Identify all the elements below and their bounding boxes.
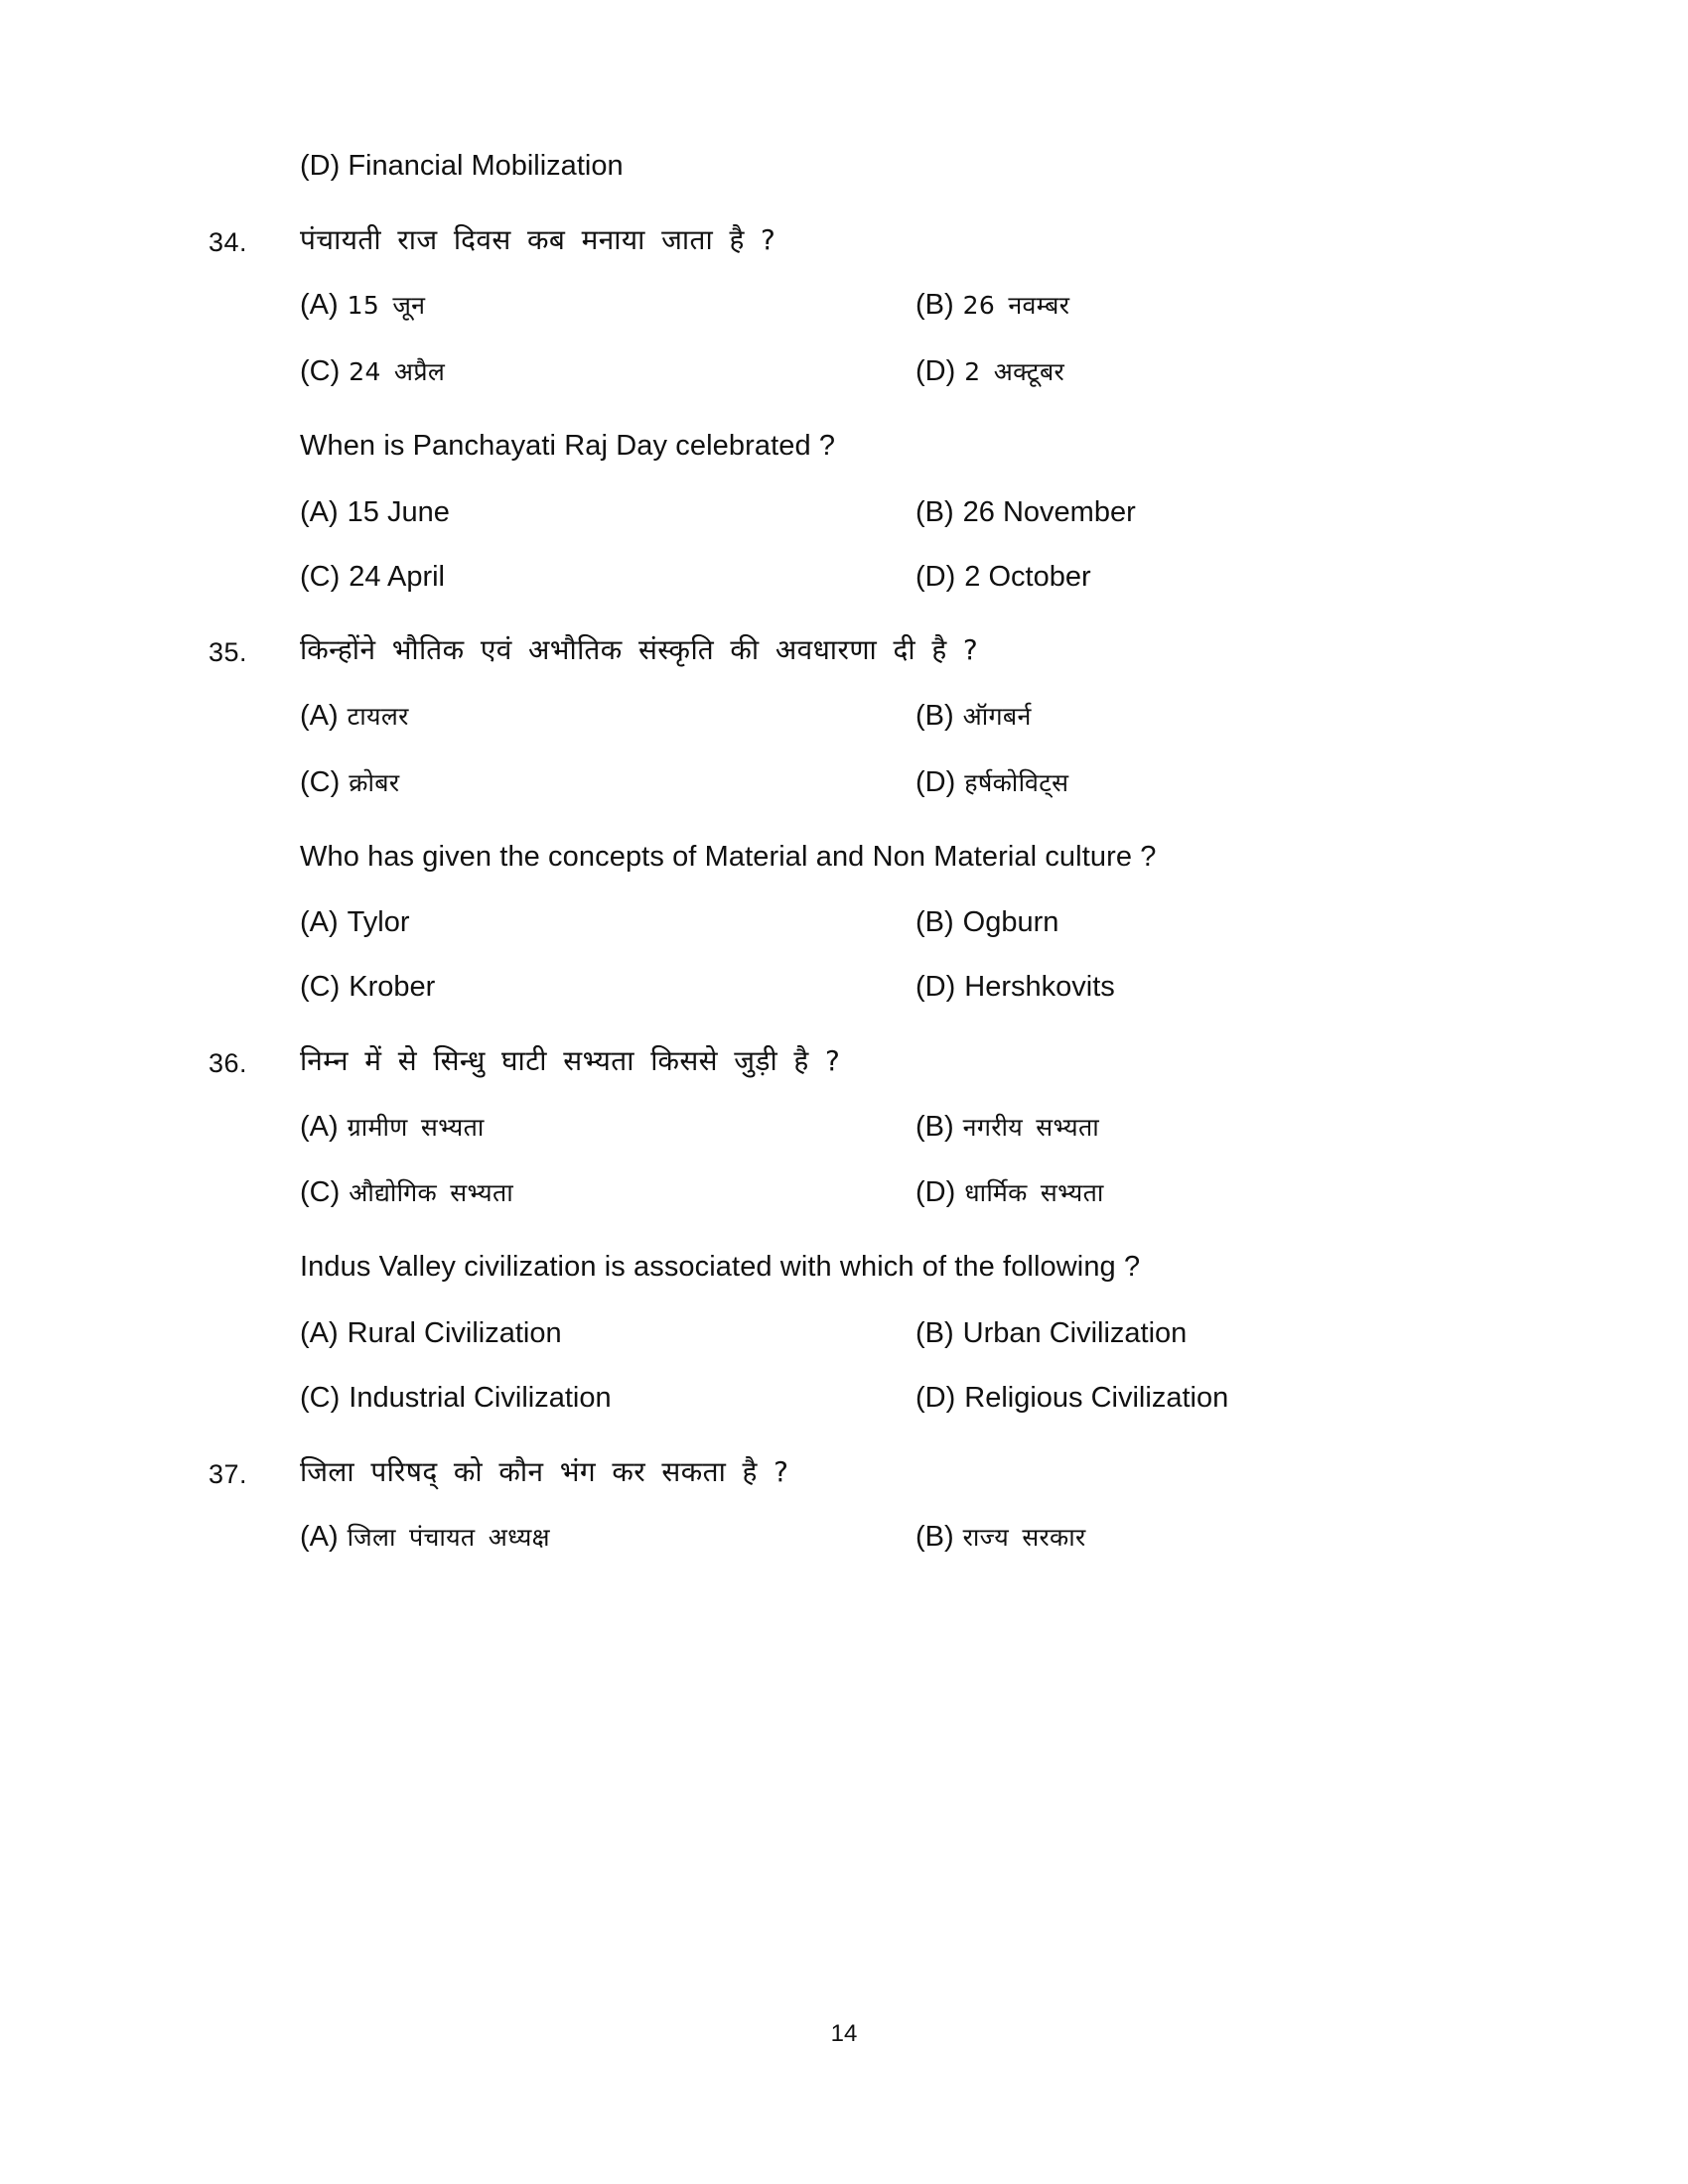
option-b[interactable]	[915, 699, 1479, 734]
option-text-a: ग्रामीण सभ्यता	[347, 1112, 485, 1142]
options-hindi	[300, 1520, 1479, 1555]
option-a[interactable]	[300, 905, 915, 940]
option-label-d: (D)	[915, 1176, 956, 1209]
continued-option-d	[300, 149, 1479, 184]
option-label-a: (A)	[300, 906, 339, 939]
option-d[interactable]	[915, 765, 1479, 800]
option-label-c: (C)	[300, 971, 341, 1004]
option-b[interactable]	[915, 1110, 1479, 1145]
option-d[interactable]	[915, 1381, 1479, 1416]
question-37	[209, 1455, 1479, 1555]
question-stem-english: When is Panchayati Raj Day celebrated ?	[300, 429, 836, 462]
option-b[interactable]	[915, 1316, 1479, 1351]
option-text-a: जिला पंचायत अध्यक्ष	[347, 1523, 550, 1553]
question-stem-hindi: जिला परिषद् को कौन भंग कर सकता है ?	[300, 1454, 789, 1488]
option-text-d: धार्मिक सभ्यता	[964, 1178, 1104, 1208]
question-stem-english: Indus Valley civilization is associated with which of the following ?	[300, 1251, 1141, 1284]
option-d[interactable]	[915, 354, 1479, 389]
option-text-b: राज्य सरकार	[962, 1523, 1086, 1553]
option-text-c: 24 अप्रैल	[349, 357, 446, 387]
option-text-c: औद्योगिक सभ्यता	[349, 1178, 513, 1208]
options-hindi	[300, 1110, 1479, 1211]
option-text-a: Rural Civilization	[347, 1316, 562, 1349]
option-text-b: Ogburn	[962, 906, 1059, 939]
option-d[interactable]	[915, 1175, 1479, 1210]
option-label-d: (D)	[915, 1381, 956, 1414]
question-stem-hindi: निम्न में से सिन्धु घाटी सभ्यता किससे जुड़ी है ?	[300, 1043, 841, 1077]
option-text-a: टायलर	[347, 701, 409, 731]
option-c[interactable]	[300, 1381, 915, 1416]
option-text-b: नगरीय सभ्यता	[962, 1112, 1099, 1142]
option-label-a: (A)	[300, 1316, 339, 1349]
option-text-b: Urban Civilization	[962, 1316, 1188, 1349]
option-text-c: क्रोबर	[349, 767, 400, 797]
option-text-b: 26 November	[962, 495, 1136, 528]
option-label-a: (A)	[300, 289, 339, 322]
option-label-b: (B)	[915, 906, 954, 939]
option-a[interactable]	[300, 1110, 915, 1145]
question-stem-hindi: किन्होंने भौतिक एवं अभौतिक संस्कृति की अवधारणा दी है ?	[300, 633, 979, 667]
page-number: 14	[830, 2020, 858, 2047]
question-stem-english: Who has given the concepts of Material and Non Material culture ?	[300, 840, 1157, 873]
options-hindi	[300, 288, 1479, 389]
option-a[interactable]	[300, 1520, 915, 1555]
question-stem-hindi: पंचायती राज दिवस कब मनाया जाता है ?	[300, 222, 776, 256]
option-text-d: Hershkovits	[964, 971, 1115, 1004]
option-text-d: Religious Civilization	[964, 1381, 1229, 1414]
option-text-d: 2 अक्टूबर	[964, 357, 1065, 387]
option-a[interactable]	[300, 495, 915, 530]
option-c[interactable]	[300, 970, 915, 1005]
option-label-d: (D)	[915, 560, 956, 593]
option-text-c: 24 April	[349, 560, 445, 593]
option-label-d: (D)	[915, 765, 956, 798]
option-d[interactable]	[915, 970, 1479, 1005]
option-a[interactable]	[300, 1316, 915, 1351]
options-english	[300, 495, 1479, 595]
option-c[interactable]	[300, 765, 915, 800]
option-label-a: (A)	[300, 1110, 339, 1143]
option-c[interactable]	[300, 354, 915, 389]
option-text-a: 15 जून	[347, 291, 426, 321]
question-number: 36.	[209, 1047, 248, 1078]
question-36	[209, 1044, 1479, 1416]
option-b[interactable]	[915, 905, 1479, 940]
option-b[interactable]	[915, 288, 1479, 323]
option-text-c: Krober	[349, 971, 436, 1004]
question-number: 34.	[209, 226, 248, 257]
option-a[interactable]	[300, 699, 915, 734]
option-label-c: (C)	[300, 765, 341, 798]
option-text-d: हर्षकोविट्स	[964, 767, 1069, 797]
option-label-b: (B)	[915, 1110, 954, 1143]
option-label-c: (C)	[300, 1176, 341, 1209]
option-text-b: ऑगबर्न	[962, 701, 1032, 731]
question-35	[209, 633, 1479, 1005]
option-label-b: (B)	[915, 699, 954, 732]
option-label-b: (B)	[915, 1316, 954, 1349]
option-text-a: Tylor	[347, 906, 410, 939]
option-c[interactable]	[300, 1175, 915, 1210]
question-number: 35.	[209, 637, 248, 668]
option-c[interactable]	[300, 560, 915, 595]
option-text-d: 2 October	[964, 560, 1091, 593]
option-text-a: 15 June	[347, 495, 450, 528]
option-d[interactable]	[915, 560, 1479, 595]
option-b[interactable]	[915, 495, 1479, 530]
option-label-d: (D)	[915, 971, 956, 1004]
option-label-c: (C)	[300, 560, 341, 593]
option-b[interactable]	[915, 1520, 1479, 1555]
option-label-b: (B)	[915, 495, 954, 528]
option-label-d: (D)	[300, 150, 341, 182]
question-34	[209, 223, 1479, 595]
option-label-a: (A)	[300, 699, 339, 732]
option-label-a: (A)	[300, 495, 339, 528]
option-a[interactable]	[300, 288, 915, 323]
options-english	[300, 905, 1479, 1005]
option-label-a: (A)	[300, 1521, 339, 1554]
option-label-b: (B)	[915, 1521, 954, 1554]
option-text-c: Industrial Civilization	[349, 1381, 612, 1414]
option-label-c: (C)	[300, 1381, 341, 1414]
question-number: 37.	[209, 1458, 248, 1489]
option-text-d: Financial Mobilization	[348, 150, 624, 182]
options-english	[300, 1316, 1479, 1416]
options-hindi	[300, 699, 1479, 800]
option-label-d: (D)	[915, 355, 956, 388]
option-label-b: (B)	[915, 289, 954, 322]
option-text-b: 26 नवम्बर	[962, 291, 1070, 321]
option-label-c: (C)	[300, 355, 341, 388]
